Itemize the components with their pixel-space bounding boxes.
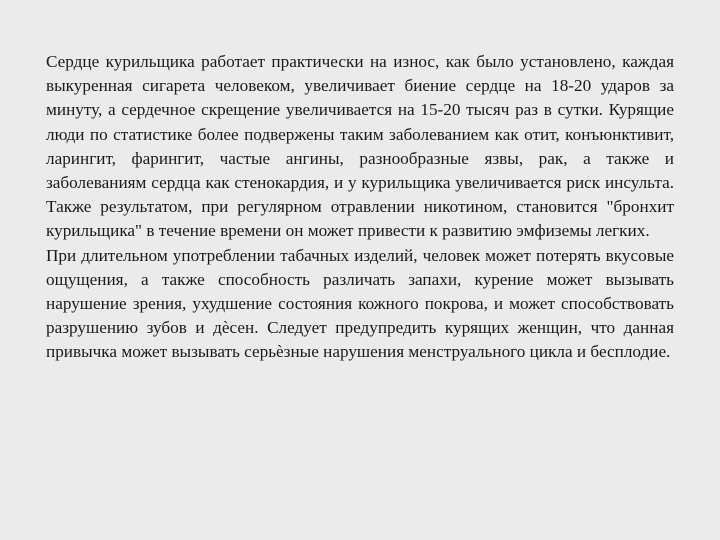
- body-text: [46, 50, 674, 365]
- paragraph-smoker-heart: Сердце курильщика работает практически на износ, как было установлено, каждая выкуренная сигарета человеком, увеличивает биение сердце на 18-20 ударов за минуту, а сердечное скрещение увеличивается на 15-20 тысяч раз в сутки. Курящие люди по статистике более подвержены таким заболеванием как отит, конъюнктивит, ларингит, фарингит, частые ангины, разнообразные язвы, рак, а также и заболеваниям сердца как стенокардия, и у курильщика увеличивается риск инсульта. Также результатом, при регулярном отравлении никотином, становится "бронхит курильщика" в течение времени он может привести к развитию эмфиземы легких.: [46, 52, 674, 241]
- paragraph-long-term-effects: При длительном употреблении табачных изделий, человек может потерять вкусовые ощущения, а также способность различать запахи, курение может вызывать нарушение зрения, ухудшение состояния кожного покрова, и может способствовать разрушению зубов и дѐсен. Следует предупредить курящих женщин, что данная привычка может вызывать серьѐзные нарушения менструального цикла и бесплодие.: [46, 245, 674, 362]
